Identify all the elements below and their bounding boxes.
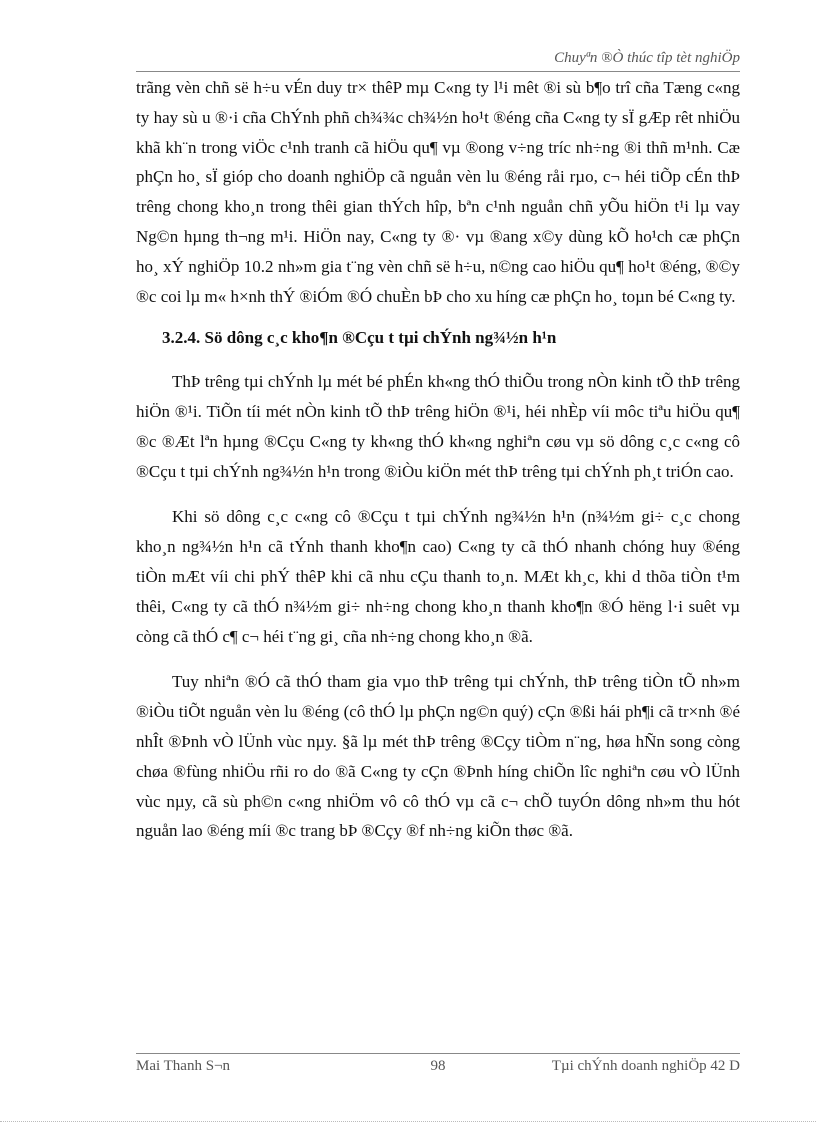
running-header: Chuyªn ®Ò thúc tîp tèt nghiÖp <box>554 50 740 66</box>
footer-class: Tµi chÝnh doanh nghiÖp 42 D <box>551 1058 740 1074</box>
running-footer <box>136 1058 740 1078</box>
section-heading: 3.2.4. Sö dông c¸c kho¶n ®Cçu t tµi chÝnh ng¾½n h¹n <box>162 328 557 348</box>
footer-divider <box>136 1053 740 1054</box>
page-number: 98 <box>430 1058 446 1074</box>
footer-author: Mai Thanh S¬n <box>136 1058 231 1074</box>
page-body <box>136 73 740 846</box>
paragraph-continued: trãng vèn chñ së h÷u vÉn duy tr× thêP mµ C«ng ty l¹i mêt ®i sù b¶o trî cña Tæng c«ng ty hay sù u ®·i cña ChÝnh phñ ch¾¾c ch¾½n ho¹t ®éng cña C«ng ty sÏ gÆp rêt nhiÖu khã kh¨n trong viÖc c¹nh tranh cã hiÖu qu¶ vµ ®ong v÷ng tríc nh÷ng ®i thñ m¹nh. Cæ phÇn ho¸ sÏ gióp cho doanh nghiÖp cã nguån vèn lu ®éng råi rµo, c¬ héi tiÕp cÉn thÞ trêng chong kho¸n trong thêi gian thÝch hîp, bªn c¹nh nguån chñ yÕu hiÖn t¹i lµ vay Ng©n hµng th¬ng m¹i. HiÖn nay, C«ng ty ®· vµ ®ang x©y dùng kÕ ho¹ch cæ phÇn ho¸ xÝ nghiÖp 10.2 nh»m gia t¨ng vèn chñ së h÷u, n©ng cao hiÖu qu¶ ho¹t ®éng, ®©y ®c coi lµ m« h×nh thÝ ®iÓm ®Ó chuÈn bÞ cho xu híng cæ phÇn ho¸ toµn bé C«ng ty. <box>136 78 740 306</box>
header-divider <box>136 71 740 72</box>
paragraph: Tuy nhiªn ®Ó cã thÓ tham gia vµo thÞ trêng tµi chÝnh, thÞ trêng tiÒn tÕ nh»m ®iÒu tiÕt nguån vèn lu ®éng (cô thÓ lµ phÇn ng©n quý) cÇn ®ßi hái ph¶i cã tr×nh ®é nhÎt ®Þnh vÒ lÜnh vùc nµy. §ã lµ mét thÞ trêng ®Cçy tiÒm n¨ng, høa hÑn song còng chøa ®fùng nhiÖu rñi ro do ®ã C«ng ty cÇn ®Þnh híng chiÕn lîc nghiªn cøu vÒ lÜnh vùc nµy, cã sù ph©n c«ng nhiÖm vô cô thÓ vµ cã c¬ chÕ tuyÓn dông nh»m thu hót nguån lao ®éng míi ®c trang bÞ ®Cçy ®f nh÷ng kiÕn thøc ®ã. <box>136 672 740 841</box>
paragraph: Khi sö dông c¸c c«ng cô ®Cçu t tµi chÝnh ng¾½n h¹n (n¾½m gi÷ c¸c chong kho¸n ng¾½n h¹n cã tÝnh thanh kho¶n cao) C«ng ty cã thÓ nhanh chóng huy ®éng tiÒn mÆt víi chi phÝ thêP khi cã nhu cÇu thanh to¸n. MÆt kh¸c, khi d thõa tiÒn t¹m thêi, C«ng ty cã thÓ n¾½m gi÷ nh÷ng chong kho¸n thanh kho¶n ®Ó hëng l·i suêt vµ còng cã thÓ c¶ c¬ héi t¨ng gi¸ cña nh÷ng chong kho¸n ®ã. <box>136 507 740 646</box>
page-edge-divider <box>0 1121 816 1122</box>
paragraph: ThÞ trêng tµi chÝnh lµ mét bé phÉn kh«ng thÓ thiÕu trong nÒn kinh tÕ thÞ trêng hiÖn ®¹i. TiÕn tíi mét nÒn kinh tÕ thÞ trêng hiÖn ®¹i, héi nhÈp víi môc tiªu hiÖu qu¶ ®c ®Æt lªn hµng ®Cçu C«ng ty kh«ng thÓ kh«ng nghiªn cøu vµ sö dông c¸c c«ng cô ®Cçu t tµi chÝnh ng¾½n h¹n trong ®iÒu kiÖn mét thÞ trêng tµi chÝnh ph¸t triÓn cao. <box>136 372 740 481</box>
